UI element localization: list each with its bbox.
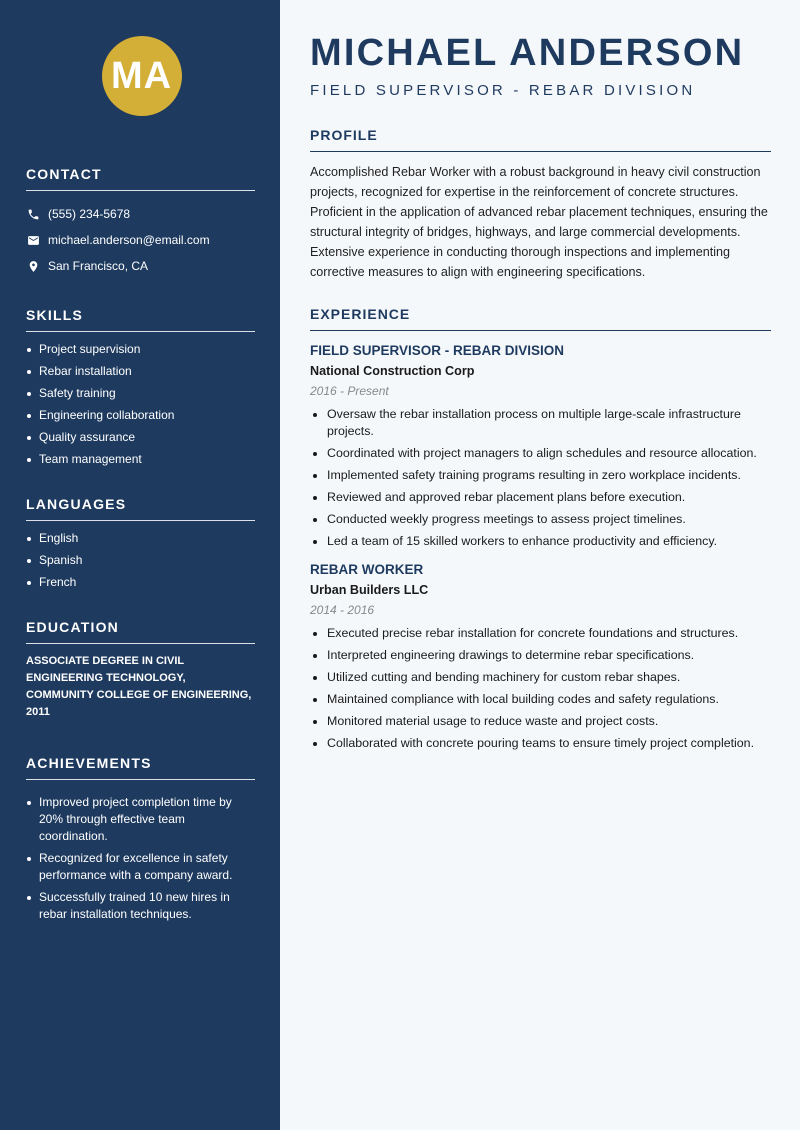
skill-item: Rebar installation	[26, 363, 255, 380]
experience-heading: EXPERIENCE	[310, 306, 771, 331]
job-entry	[310, 343, 771, 550]
education-section	[26, 619, 255, 721]
achievements-heading: ACHIEVEMENTS	[26, 755, 255, 780]
email-icon	[26, 233, 40, 247]
job-bullet: Maintained compliance with local building codes and safety regulations.	[310, 691, 771, 708]
job-dates: 2014 - 2016	[310, 603, 375, 617]
contact-phone	[26, 201, 255, 227]
education-entry: ASSOCIATE DEGREE IN CIVIL ENGINEERING TECHNOLOGY, COMMUNITY COLLEGE OF ENGINEERING, 2011	[26, 655, 252, 718]
job-bullets	[310, 406, 771, 550]
contact-email	[26, 227, 255, 253]
job-bullet: Oversaw the rebar installation process on multiple large-scale infrastructure projects.	[310, 406, 771, 440]
contact-heading: CONTACT	[26, 166, 255, 191]
contact-section	[26, 166, 255, 279]
skills-heading: SKILLS	[26, 307, 255, 332]
job-bullet: Coordinated with project managers to align schedules and resource allocation.	[310, 445, 771, 462]
job-dates: 2016 - Present	[310, 384, 389, 398]
skill-item: Project supervision	[26, 341, 255, 358]
skills-section	[26, 307, 255, 468]
profile-section	[310, 127, 771, 282]
language-item: Spanish	[26, 552, 255, 569]
language-item: French	[26, 574, 255, 591]
candidate-name: MICHAEL ANDERSON	[310, 32, 745, 74]
languages-section	[26, 496, 255, 591]
phone-text[interactable]: (555) 234-5678	[48, 207, 131, 221]
skills-list	[26, 341, 255, 468]
job-role: FIELD SUPERVISOR - REBAR DIVISION	[310, 343, 565, 358]
job-company: National Construction Corp	[310, 364, 475, 378]
skill-item: Quality assurance	[26, 429, 255, 446]
phone-icon	[26, 207, 40, 221]
job-bullet: Conducted weekly progress meetings to assess project timelines.	[310, 511, 771, 528]
job-bullet: Monitored material usage to reduce waste and project costs.	[310, 713, 771, 730]
job-bullet: Utilized cutting and bending machinery for custom rebar shapes.	[310, 669, 771, 686]
avatar: MA	[102, 36, 182, 116]
languages-heading: LANGUAGES	[26, 496, 255, 521]
email-text[interactable]: michael.anderson@email.com	[48, 233, 210, 247]
job-bullet: Implemented safety training programs resulting in zero workplace incidents.	[310, 467, 771, 484]
experience-section	[310, 306, 771, 752]
job-bullets	[310, 625, 771, 752]
candidate-title: FIELD SUPERVISOR - REBAR DIVISION	[310, 82, 696, 99]
contact-location	[26, 253, 255, 279]
sidebar	[0, 0, 280, 1130]
achievements-section	[26, 755, 255, 923]
education-heading: EDUCATION	[26, 619, 255, 644]
job-role: REBAR WORKER	[310, 562, 424, 577]
job-entry	[310, 562, 771, 752]
achievement-item: Improved project completion time by 20% through effective team coordination.	[26, 794, 255, 845]
main-content	[280, 0, 800, 1130]
job-bullet: Interpreted engineering drawings to determine rebar specifications.	[310, 647, 771, 664]
job-bullet: Reviewed and approved rebar placement plans before execution.	[310, 489, 771, 506]
job-company: Urban Builders LLC	[310, 583, 429, 597]
location-pin-icon	[26, 259, 40, 273]
profile-text: Accomplished Rebar Worker with a robust background in heavy civil construction projects, recognized for expertise in the reinforcement of concrete structures. Proficient in the application of advanced rebar placement techniques, ensuring the structural integrity of bridges, highways, and large commercial developments. Extensive experience in conducting thorough inspections and implementing corrective measures to align with engineering specifications.	[310, 165, 768, 279]
achievement-item: Recognized for excellence in safety performance with a company award.	[26, 850, 255, 884]
contact-list	[26, 201, 255, 279]
location-text: San Francisco, CA	[48, 259, 149, 273]
achievement-item: Successfully trained 10 new hires in rebar installation techniques.	[26, 889, 255, 923]
job-bullet: Executed precise rebar installation for concrete foundations and structures.	[310, 625, 771, 642]
job-bullet: Led a team of 15 skilled workers to enhance productivity and efficiency.	[310, 533, 771, 550]
skill-item: Engineering collaboration	[26, 407, 255, 424]
skill-item: Safety training	[26, 385, 255, 402]
achievements-list	[26, 794, 255, 923]
profile-heading: PROFILE	[310, 127, 771, 152]
job-bullet: Collaborated with concrete pouring teams to ensure timely project completion.	[310, 735, 771, 752]
languages-list	[26, 530, 255, 591]
skill-item: Team management	[26, 451, 255, 468]
language-item: English	[26, 530, 255, 547]
